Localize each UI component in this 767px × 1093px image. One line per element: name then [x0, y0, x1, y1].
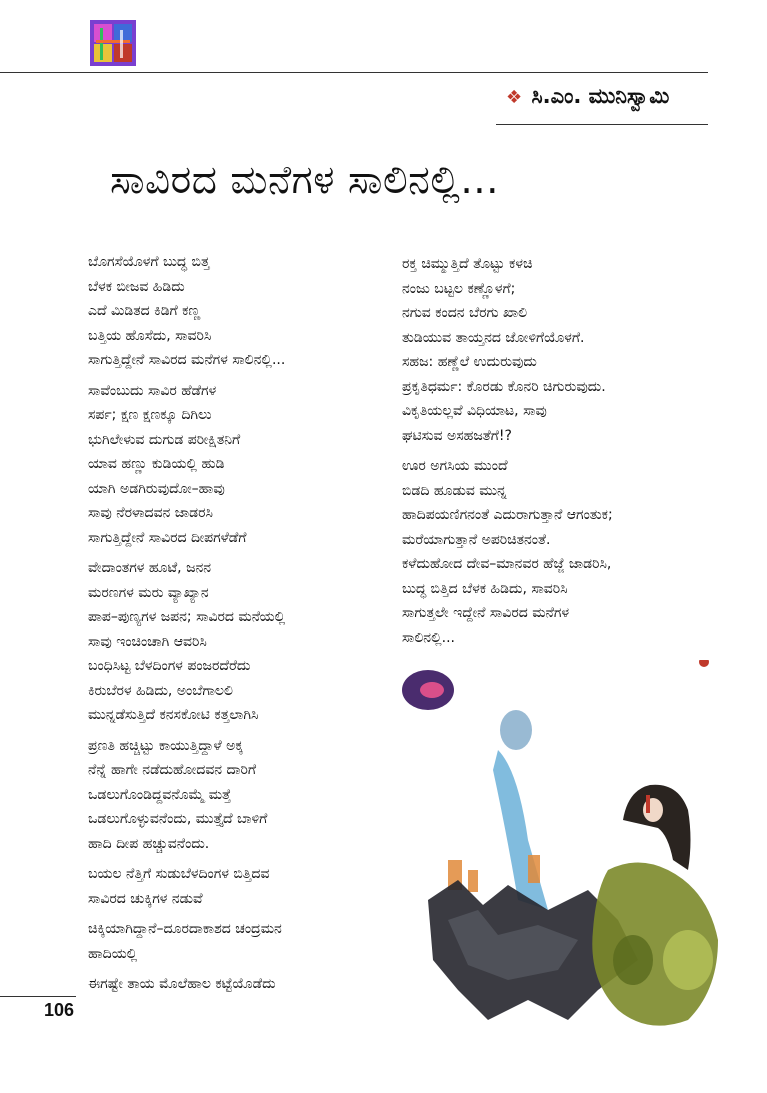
poem-line: ಬಂಧಿಸಿಟ್ಟ ಬೆಳದಿಂಗಳ ಪಂಜರದೆರೆದು: [88, 658, 251, 674]
stanza: [88, 734, 388, 857]
poem-line: ಪಾಪ–ಪುಣ್ಯಗಳ ಜಪನ; ಸಾವಿರದ ಮನೆಯಲ್ಲಿ: [88, 609, 286, 625]
poem-line: ಸಾವು ನೆರಳಾದವನ ಜಾಡರಸಿ: [88, 505, 213, 521]
poem-line: ಹಾದಿ ದೀಪ ಹಚ್ಚುವನೆಂದು.: [88, 835, 210, 852]
poem-line: ಚಿಕ್ಕಿಯಾಗಿದ್ದಾನೆ–ದೂರದಾಕಾಶದ ಚಂದ್ರಮನ: [88, 921, 282, 937]
poem-line: ಬಯಲ ನೆತ್ತಿಗೆ ಸುಡುಬೆಳದಿಂಗಳ ಬಿತ್ತಿದವ: [88, 866, 270, 882]
author-name: ಸಿ.ಎಂ. ಮುನಿಸ್ವಾಮಿ: [531, 84, 670, 108]
poem-left-column: [88, 250, 388, 1003]
poem-line: ಈಗಷ್ಟೇ ತಾಯ ಮೊಲೆಹಾಲ ಕಟ್ಟೆಯೊಡೆದು: [88, 976, 276, 992]
stanza: [88, 917, 388, 966]
poem-line: ಬೆಳಕ ಬೀಜವ ಹಿಡಿದು: [88, 278, 185, 295]
poem-line: ಸಾವು ಇಂಚಿಂಚಾಗಿ ಆವರಿಸಿ: [88, 633, 207, 650]
poem-line: ಸಾವೆಂಬುದು ಸಾವಿರ ಹೆಡೆಗಳ: [88, 382, 217, 399]
poem-line: ಸಹಜ: ಹಣ್ಣೆಲೆ ಉದುರುವುದು: [402, 354, 537, 370]
poem-line: ವಿಕೃತಿಯಲ್ಲವೆ ವಿಧಿಯಾಟ, ಸಾವು: [402, 403, 547, 419]
poem-line: ಸಾಗುತ್ತಿದ್ದೇನೆ ಸಾವಿರದ ದೀಪಗಳೆಡೆಗೆ: [88, 529, 247, 546]
poem-line: ಘಟಿಸುವ ಅಸಹಜತೆಗೆ!?: [402, 427, 512, 444]
poem-line: ಬತ್ತಿಯ ಹೊಸೆದು, ಸಾವರಿಸಿ: [88, 327, 212, 344]
poem-line: ಪ್ರಣತಿ ಹಚ್ಚಿಟ್ಟು ಕಾಯುತ್ತಿದ್ದಾಳೆ ಅಕ್ಕ: [88, 737, 243, 754]
poem-line: ಮುನ್ನಡೆಸುತ್ತಿದೆ ಕನಸಕೋಟಿ ಕತ್ತಲಾಗಿಸಿ: [88, 707, 259, 723]
stanza: [88, 556, 388, 728]
poem-line: ನಂಜು ಬಟ್ಟಲ ಕಣ್ಣೊಳಗೆ;: [402, 280, 516, 297]
poem-line: ಸಾಗುತ್ತಿದ್ದೇನೆ ಸಾವಿರದ ಮನೆಗಳ ಸಾಲಿನಲ್ಲಿ...: [88, 352, 286, 368]
poem-line: ನೆನ್ನೆ ಹಾಗೇ ನಡೆದುಹೋದವನ ದಾರಿಗೆ: [88, 762, 257, 778]
poem-line: ಕಳೆದುಹೋದ ದೇವ–ಮಾನವರ ಹೆಜ್ಜೆ ಜಾಡರಿಸಿ,: [402, 556, 612, 572]
poem-line: ನಗುವ ಕಂದನ ಬೆರಗು ಖಾಲಿ: [402, 305, 528, 321]
poem-line: ಸಾವಿರದ ಚುಕ್ಕಿಗಳ ನಡುವೆ: [88, 890, 203, 907]
watercolor-illustration: [388, 660, 763, 1055]
stanza: [88, 862, 388, 911]
author-rule: [496, 124, 708, 125]
poem-line: ಪ್ರಕೃತಿಧರ್ಮ: ಕೊರಡು ಕೊನರಿ ಚಿಗುರುವುದು.: [402, 378, 606, 395]
poem-line: ಸರ್ಪ; ಕ್ಷಣ ಕ್ಷಣಕ್ಕೂ ದಿಗಿಲು: [88, 407, 212, 423]
stanza: [402, 252, 732, 448]
poem-line: ಯಾಗಿ ಅಡಗಿರುವುದೋ–ಹಾವು: [88, 480, 225, 497]
poem-line: ಒಡಲುಗೊಂಡಿದ್ದವನೊಮ್ಮೆ ಮತ್ತೆ: [88, 786, 232, 803]
poem-line: ಸಾಗುತ್ತಲೇ ಇದ್ದೇನೆ ಸಾವಿರದ ಮನೆಗಳ: [402, 605, 570, 621]
poem-title: ಸಾವಿರದ ಮನೆಗಳ ಸಾಲಿನಲ್ಲಿ...: [110, 158, 500, 203]
poem-line: ಮರಣಗಳ ಮರು ವ್ಯಾಖ್ಯಾನ: [88, 584, 209, 601]
poem-line: ರಕ್ತ ಚಿಮ್ಮುತ್ತಿದೆ ತೊಟ್ಟು ಕಳಚಿ: [402, 256, 533, 272]
poem-line: ಯಾವ ಹಣ್ಣು ಕುಡಿಯಲ್ಲಿ ಹುಡಿ: [88, 456, 225, 472]
poem-line: ಸಾಲಿನಲ್ಲಿ...: [402, 629, 456, 646]
stanza: [88, 250, 388, 373]
stanza: [402, 454, 732, 650]
stanza: [88, 379, 388, 551]
poem-line: ಊರ ಅಗಸಿಯ ಮುಂದೆ: [402, 458, 508, 474]
poem-line: ಮರೆಯಾಗುತ್ತಾನೆ ಅಪರಿಚಿತನಂತೆ.: [402, 531, 551, 548]
poem-line: ಭುಗಿಲೇಳುವ ದುಗುಡ ಪರೀಕ್ಷಿತನಿಗೆ: [88, 431, 241, 448]
poem-line: ಬೊಗಸೆಯೊಳಗೆ ಬುದ್ಧ ಬಿತ್ತ: [88, 254, 210, 270]
page-number: 106: [44, 1000, 75, 1020]
top-rule: [0, 72, 708, 73]
poem-line: ಎದೆ ಮಿಡಿತದ ಕಿಡಿಗೆ ಕಣ್ಣ: [88, 303, 201, 319]
author-byline: [506, 84, 669, 109]
magazine-logo-icon: [90, 20, 136, 66]
stanza: [88, 972, 388, 997]
page-number-rule: [0, 996, 76, 997]
bullet-icon: ❖: [506, 87, 523, 108]
poem-line: ಬಿಡದಿ ಹೂಡುವ ಮುನ್ನ: [402, 482, 507, 499]
poem-line: ವೇದಾಂತಗಳ ಹೂಟೆ, ಜನನ: [88, 560, 212, 576]
poem-line: ಹಾದಿಪಯಣಿಗನಂತೆ ಎದುರಾಗುತ್ತಾನೆ ಆಗಂತುಕ;: [402, 507, 613, 523]
poem-line: ಹಾದಿಯಲ್ಲಿ: [88, 945, 138, 962]
poem-line: ಕಿರುಬೆರಳ ಹಿಡಿದು, ಅಂಬೆಗಾಲಲಿ: [88, 682, 233, 699]
poem-right-column: [402, 252, 732, 656]
poem-line: ತುಡಿಯುವ ತಾಯ್ತನದ ಜೋಳಿಗೆಯೊಳಗೆ.: [402, 329, 585, 346]
poem-line: ಒಡಲುಗೊಳ್ಳುವನೆಂದು, ಮುತ್ತೈದೆ ಬಾಳಿಗೆ: [88, 811, 268, 827]
poem-line: ಬುದ್ಧ ಬಿತ್ತಿದ ಬೆಳಕ ಹಿಡಿದು, ಸಾವರಿಸಿ: [402, 580, 568, 597]
